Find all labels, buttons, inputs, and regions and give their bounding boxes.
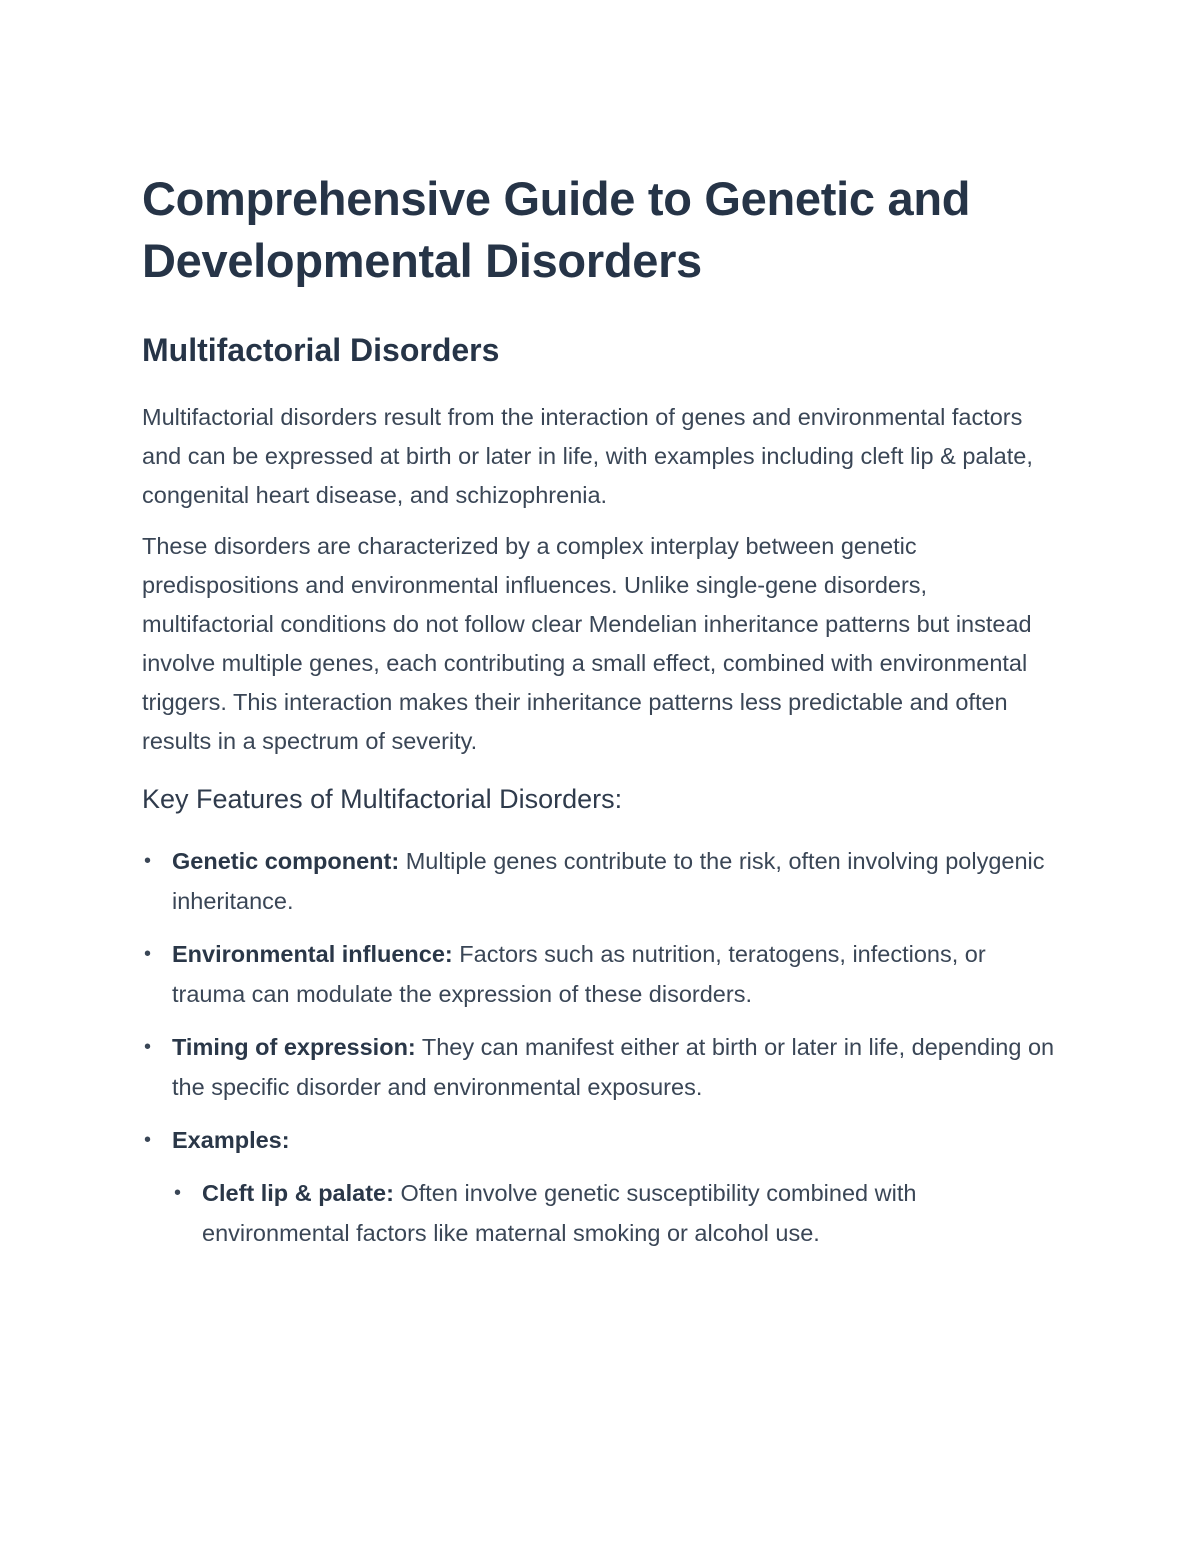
list-item — [142, 841, 1060, 921]
feature-term: Examples: — [172, 1127, 290, 1153]
bullet-icon: • — [144, 1129, 152, 1151]
example-text: Often involve genetic susceptibility combined with environmental factors like maternal smoking or alcohol use. — [202, 1180, 917, 1246]
detail-paragraph: These disorders are characterized by a complex interplay between genetic predispositions and environmental influences. Unlike single-gene disorders, multifactorial conditions do not follow clear Mendelian inheritance patterns but instead involve multiple genes, each contributing a small effect, combined with environmental triggers. This interaction makes their inheritance patterns less predictable and often results in a spectrum of severity. — [142, 533, 1032, 754]
feature-text: Factors such as nutrition, teratogens, infections, or trauma can modulate the expression of these disorders. — [172, 941, 986, 1007]
feature-term: Timing of expression: — [172, 1034, 416, 1060]
list-item — [172, 1173, 1060, 1253]
bullet-icon: • — [144, 850, 152, 872]
examples-list — [172, 1173, 1060, 1253]
example-term: Cleft lip & palate: — [202, 1180, 394, 1206]
feature-text: Multiple genes contribute to the risk, often involving polygenic inheritance. — [172, 848, 1045, 914]
list-item — [142, 1027, 1060, 1107]
feature-text: They can manifest either at birth or later in life, depending on the specific disorder and environmental exposures. — [172, 1034, 1055, 1100]
key-features-list — [142, 841, 1060, 1253]
feature-term: Genetic component: — [172, 848, 400, 874]
feature-term: Environmental influence: — [172, 941, 453, 967]
intro-paragraph: Multifactorial disorders result from the interaction of genes and environmental factors and can be expressed at birth or later in life, with examples including cleft lip & palate, congenital heart disease, and schizophrenia. — [142, 404, 1033, 508]
list-item — [142, 934, 1060, 1014]
key-features-heading: Key Features of Multifactorial Disorders: — [142, 784, 623, 814]
list-item — [142, 1120, 1060, 1253]
bullet-icon: • — [174, 1182, 182, 1204]
page-title: Comprehensive Guide to Genetic and Developmental Disorders — [142, 172, 971, 287]
bullet-icon: • — [144, 1036, 152, 1058]
section-heading: Multifactorial Disorders — [142, 332, 500, 368]
bullet-icon: • — [144, 943, 152, 965]
